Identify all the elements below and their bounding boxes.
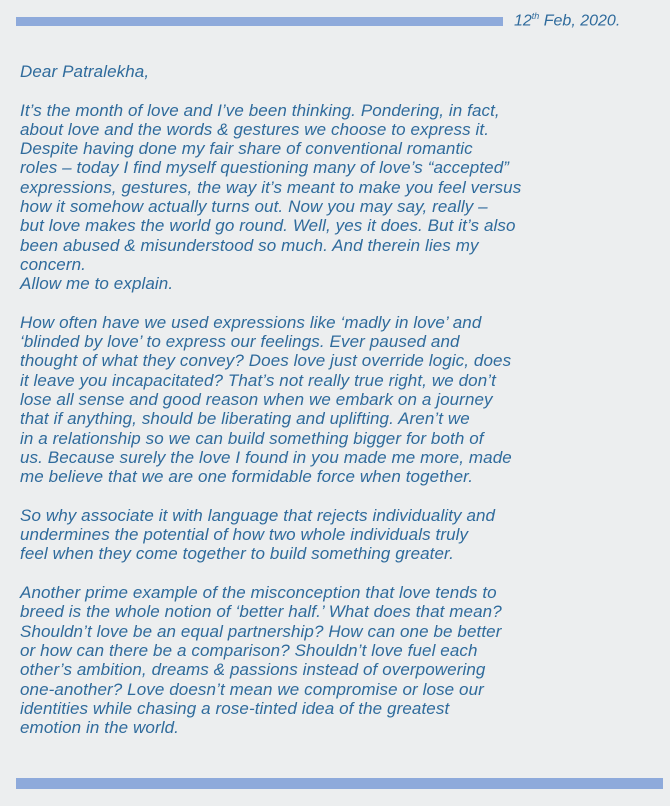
text-line: emotion in the world.	[20, 718, 179, 738]
text-line: feel when they come together to build something greater.	[20, 544, 455, 564]
text-line: other’s ambition, dreams & passions instead of overpowering	[20, 660, 486, 680]
text-line: how it somehow actually turns out. Now you may say, really –	[20, 197, 488, 217]
text-line: It’s the month of love and I’ve been thinking. Pondering, in fact,	[20, 100, 500, 120]
date-suffix: th	[531, 11, 540, 21]
text-line: undermines the potential of how two whole individuals truly	[20, 525, 469, 545]
date-month-year: Feb, 2020.	[539, 12, 621, 30]
text-line: one-another? Love doesn’t mean we compromise or lose our	[20, 679, 484, 699]
text-line: concern.	[20, 254, 87, 274]
letter-date	[514, 11, 620, 30]
text-line: ‘blinded by love’ to express our feelings. Ever paused and	[20, 332, 460, 352]
text-line: Another prime example of the misconception that love tends to	[20, 583, 497, 603]
salutation: Dear Patralekha,	[20, 62, 150, 81]
letter-paragraph	[20, 101, 660, 294]
text-line: Despite having done my fair share of conventional romantic	[20, 139, 473, 159]
text-line: me believe that we are one formidable force when together.	[20, 467, 474, 487]
text-line: been abused & misunderstood so much. And therein lies my	[20, 235, 479, 255]
text-line: roles – today I find myself questioning many of love’s “accepted”	[20, 158, 510, 178]
text-line: us. Because surely the love I found in you made me more, made	[20, 447, 512, 467]
text-line: but love makes the world go round. Well, yes it does. But it’s also	[20, 216, 516, 236]
text-line: expressions, gestures, the way it’s meant to make you feel versus	[20, 177, 522, 197]
text-line: that if anything, should be liberating and uplifting. Aren’t we	[20, 409, 470, 429]
text-line: in a relationship so we can build something bigger for both of	[20, 428, 484, 448]
letter-paragraph	[20, 506, 660, 564]
text-line: or how can there be a comparison? Shouldn’t love fuel each	[20, 640, 478, 660]
text-line: identities while chasing a rose-tinted idea of the greatest	[20, 698, 450, 718]
letter-paragraph	[20, 583, 660, 737]
top-divider-bar	[16, 17, 503, 26]
text-line: Shouldn’t love be an equal partnership? How can one be better	[20, 621, 502, 641]
text-line: How often have we used expressions like ‘madly in love’ and	[20, 312, 482, 332]
text-line: about love and the words & gestures we choose to express it.	[20, 119, 490, 139]
letter-paragraph	[20, 313, 660, 487]
bottom-divider-bar	[16, 778, 663, 789]
text-line: Allow me to explain.	[20, 274, 174, 294]
text-line: it leave you incapacitated? That’s not really true right, we don’t	[20, 370, 496, 390]
text-line: lose all sense and good reason when we embark on a journey	[20, 390, 493, 410]
letter-body	[20, 62, 660, 737]
text-line: So why associate it with language that rejects individuality and	[20, 505, 496, 525]
text-line: breed is the whole notion of ‘better half.’ What does that mean?	[20, 602, 502, 622]
text-line: thought of what they convey? Does love just override logic, does	[20, 351, 512, 371]
date-day: 12	[514, 12, 532, 30]
